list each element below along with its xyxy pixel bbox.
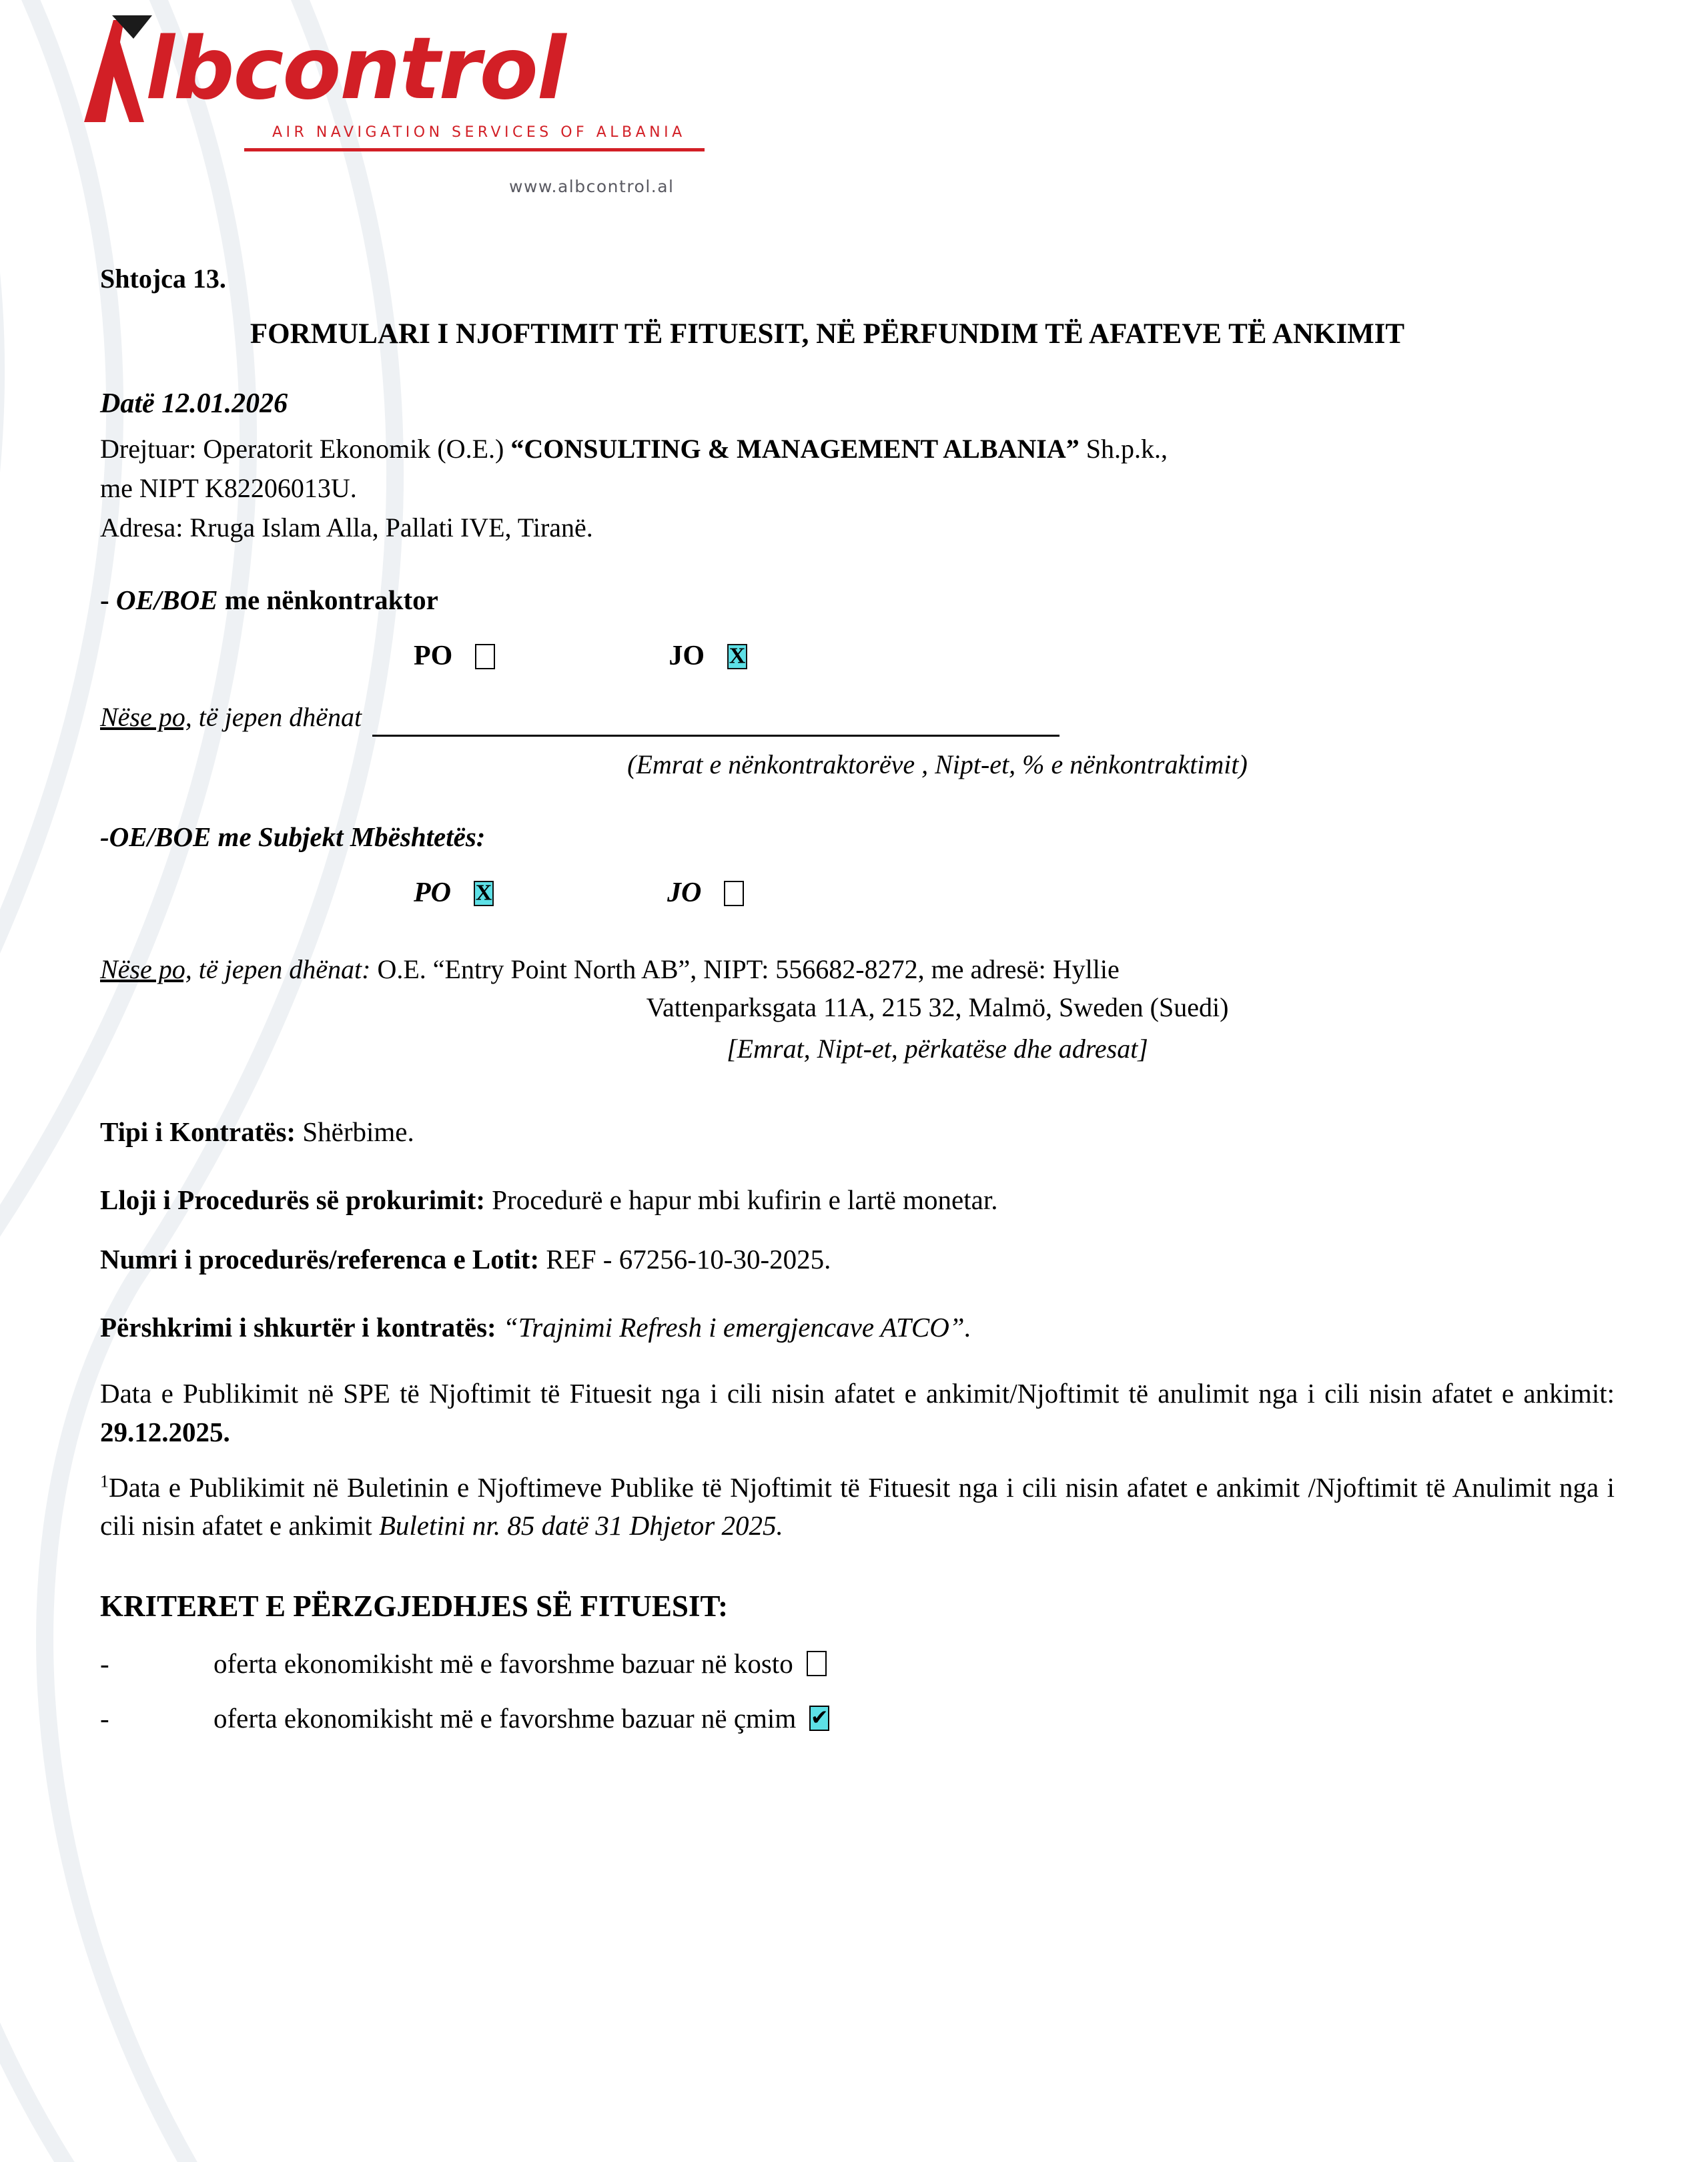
bulletin-footnote-marker: 1 — [100, 1471, 109, 1491]
criteria-dash: - — [100, 1702, 109, 1734]
support-entity-ifyes-rest: të jepen dhënat: — [191, 954, 371, 984]
criteria-heading: KRITERET E PËRZGJEDHJES SË FITUESIT: — [100, 1589, 729, 1623]
subcontractor-heading — [100, 581, 1615, 619]
logo-website-url: www.albcontrol.al — [509, 177, 675, 196]
support-entity-choice-row — [414, 873, 1615, 914]
support-entity-heading: -OE/BOE me Subjekt Mbështetës: — [100, 821, 486, 852]
addressee-block — [100, 430, 1615, 547]
support-entity-no-checkbox[interactable] — [724, 881, 744, 906]
addressee-name: “CONSULTING & MANAGEMENT ALBANIA” — [510, 434, 1080, 464]
subcontractor-choice-row — [414, 637, 1615, 677]
support-entity-details-text-2: Vattenparksgata 11A, 215 32, Malmö, Sweden (Suedi) — [646, 992, 1229, 1022]
subcontractor-heading-prefix: - — [100, 584, 116, 615]
support-entity-yes-checkbox[interactable] — [474, 881, 494, 906]
albcontrol-logo — [72, 7, 686, 196]
criteria-cost-label: oferta ekonomikisht më e favorshme bazuar në kosto — [214, 1648, 793, 1679]
addressee-prefix: Drejtuar: Operatorit Ekonomik (O.E.) — [100, 434, 511, 464]
criteria-cost-checkbox[interactable] — [807, 1651, 827, 1676]
subcontractor-yes-label: PO — [414, 640, 453, 671]
criteria-item-price — [100, 1699, 1615, 1738]
support-entity-ifyes-label: Nëse po, — [100, 954, 192, 984]
contract-type-label: Tipi i Kontratës: — [100, 1116, 296, 1148]
subcontractor-ifyes-label: Nëse po, — [100, 702, 192, 733]
subcontractor-blank-field[interactable] — [372, 716, 1059, 737]
support-entity-no-label: JO — [667, 877, 702, 909]
support-entity-hint: [Emrat, Nipt-et, përkatëse dhe adresat] — [727, 1034, 1148, 1064]
addressee-line — [100, 430, 1615, 468]
spe-publication-date: 29.12.2025. — [100, 1416, 230, 1447]
document-date: Datë 12.01.2026 — [100, 388, 288, 419]
document-header — [0, 0, 1708, 200]
criteria-price-label: oferta ekonomikisht më e favorshme bazuar në çmim — [214, 1702, 797, 1734]
description-label: Përshkrimi i shkurtër i kontratës: — [100, 1311, 496, 1343]
contract-type-value: Shërbime. — [296, 1116, 414, 1148]
criteria-item-cost — [100, 1644, 1615, 1683]
support-entity-yes-label: PO — [414, 877, 451, 909]
criteria-dash: - — [100, 1648, 109, 1679]
addressee-nipt: me NIPT K82206013U. — [100, 472, 357, 503]
bulletin-reference: Buletini nr. 85 datë 31 Dhjetor 2025. — [378, 1510, 783, 1541]
description-field — [100, 1308, 1615, 1347]
subcontractor-no-label: JO — [669, 640, 705, 671]
subcontractor-details-line — [100, 699, 1615, 737]
procedure-number-label: Numri i procedurës/referenca e Lotit: — [100, 1243, 540, 1275]
support-entity-details-text: O.E. “Entry Point North AB”, NIPT: 556682-8272, me adresë: Hyllie — [370, 954, 1120, 984]
logo-wordmark: lbcontrol — [145, 19, 565, 119]
subcontractor-heading-rest: me nënkontraktor — [218, 584, 438, 615]
spe-publication-paragraph — [100, 1375, 1615, 1451]
document-body — [100, 260, 1615, 1738]
spe-publication-text: Data e Publikimit në SPE të Njoftimit të Fituesit nga i cili nisin afatet e ankimit/Njoftimit të anulimit nga i cili nisin afatet e ankimit: — [100, 1378, 1615, 1409]
contract-type-field — [100, 1112, 1615, 1151]
procedure-number-field — [100, 1240, 1615, 1279]
subcontractor-hint: (Emrat e nënkontraktorëve , Nipt-et, % e nënkontraktimit) — [627, 749, 1248, 780]
procedure-type-label: Lloji i Procedurës së prokurimit: — [100, 1184, 485, 1216]
support-entity-details-line — [100, 951, 1615, 989]
addressee-suffix: Sh.p.k., — [1079, 434, 1168, 464]
subcontractor-no-checkbox[interactable] — [727, 644, 747, 669]
logo-divider — [244, 148, 705, 151]
annex-label: Shtojca 13. — [100, 264, 226, 294]
document-title: FORMULARI I NJOFTIMIT TË FITUESIT, NË PËRFUNDIM TË AFATEVE TË ANKIMIT — [250, 318, 1405, 350]
procedure-type-field — [100, 1180, 1615, 1219]
description-value: “Trajnimi Refresh i emergjencave ATCO”. — [496, 1311, 971, 1343]
procedure-type-value: Procedurë e hapur mbi kufirin e lartë monetar. — [484, 1184, 998, 1216]
logo-tagline: AIR NAVIGATION SERVICES OF ALBANIA — [272, 124, 686, 141]
bulletin-publication-paragraph — [100, 1469, 1615, 1545]
subcontractor-heading-italic: OE/BOE — [115, 584, 218, 615]
criteria-price-checkbox[interactable] — [809, 1706, 829, 1731]
subcontractor-ifyes-rest: të jepen dhënat — [191, 702, 362, 733]
procedure-number-value: REF - 67256-10-30-2025. — [539, 1243, 831, 1275]
addressee-address: Adresa: Rruga Islam Alla, Pallati IVE, Tiranë. — [100, 512, 593, 543]
bulletin-publication-text: Data e Publikimit në Buletinin e Njoftimeve Publike të Njoftimit të Fituesit nga i cili nisin afatet e ankimit /Njoftimit të Anulimit nga i cili nisin afatet e ankimit — [100, 1471, 1615, 1541]
subcontractor-yes-checkbox[interactable] — [475, 644, 495, 669]
